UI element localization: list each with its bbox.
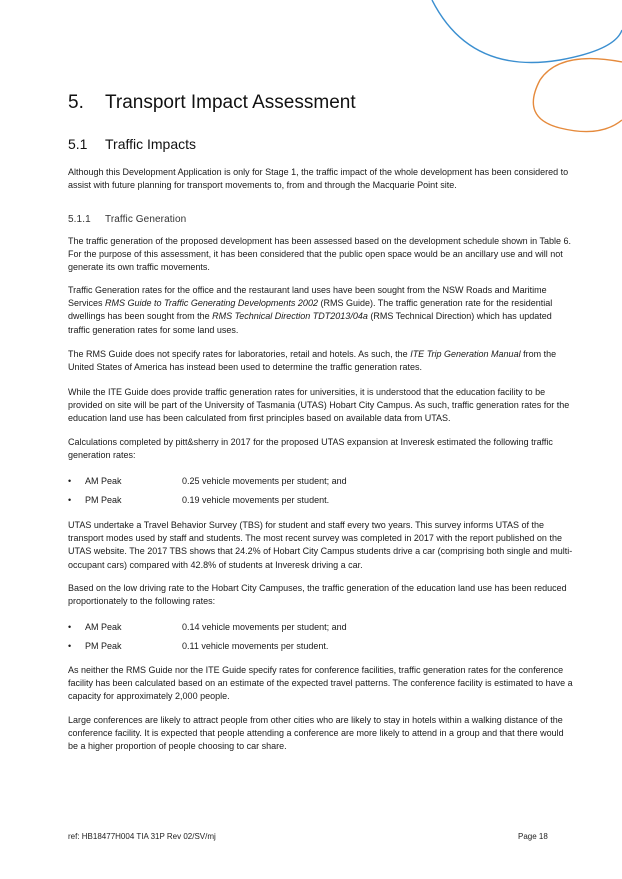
bullet-value: 0.11 vehicle movements per student. (182, 641, 329, 651)
heading-3 (68, 214, 186, 225)
heading-3-number: 5.1.1 (68, 214, 91, 225)
heading-1-number: 5. (68, 92, 84, 113)
rms-technical-direction-title: RMS Technical Direction TDT2013/04a (212, 311, 368, 322)
paragraph-2-text-e: (RMS Technical Direction) which has updated traffic generation rates for some land uses. (68, 311, 552, 335)
heading-2 (68, 136, 196, 152)
paragraph-2 (68, 284, 573, 337)
paragraph-7: Based on the low driving rate to the Hobart City Campuses, the traffic generation of the education land use has been reduced proportionately to the following rates: (68, 583, 567, 607)
paragraph-6: UTAS undertake a Travel Behavior Survey (TBS) for student and staff every two years. This survey informs UTAS of the transport modes used by staff and students. The most recent survey was completed in 2017 with the report published on the UTAS website. The 2017 TBS shows that 24.2% of Hobart City Campus students drive a car (comprising both single and multi-occupant cars) compared with 42.8% of students at Inveresk driving a car. (68, 520, 573, 570)
bullet-label: AM Peak (85, 622, 122, 632)
bullet-icon: • (68, 641, 72, 651)
page-number: Page 18 (518, 832, 548, 841)
bullet-icon: • (68, 476, 72, 486)
orange-arc (533, 59, 622, 132)
bullet-value: 0.25 vehicle movements per student; and (182, 476, 347, 486)
rms-guide-title: RMS Guide to Traffic Generating Developments 2002 (105, 298, 318, 309)
heading-3-title: Traffic Generation (105, 214, 187, 225)
heading-2-number: 5.1 (68, 136, 88, 152)
heading-2-title: Traffic Impacts (105, 136, 197, 152)
paragraph-3-text-c: from the United States of America has instead been used to determine the traffic generation rates. (68, 349, 557, 373)
bullet-label: PM Peak (85, 641, 122, 651)
bullet-icon: • (68, 622, 72, 632)
bullet-label: AM Peak (85, 476, 122, 486)
bullet-label: PM Peak (85, 495, 122, 505)
paragraph-2-text-a: Traffic Generation rates for the office and the restaurant land uses have been sought from the NSW Roads and Maritime Services (68, 285, 547, 309)
paragraph-1: The traffic generation of the proposed development has been assessed based on the development schedule shown in Table 6. For the purpose of this assessment, it has been considered that the public open space would be an ancillary use and will not generate its own traffic movements. (68, 236, 572, 273)
bullet-icon: • (68, 495, 72, 505)
paragraph-9: Large conferences are likely to attract people from other cities who are likely to stay in hotels within a walking distance of the conference facility. It is expected that people attending a conference are more likely to attend in a group and that there would be a higher proportion of people choosing to car share. (68, 715, 564, 752)
footer-reference: ref: HB18477H004 TIA 31P Rev 02/SV/mj (68, 832, 216, 841)
paragraph-2-text-c: (RMS Guide). The traffic generation rate for the residential dwellings has been sought from the (68, 298, 553, 322)
paragraph-3 (68, 348, 573, 374)
bullet-value: 0.19 vehicle movements per student. (182, 495, 330, 505)
paragraph-8: As neither the RMS Guide nor the ITE Guide specify rates for conference facilities, traffic generation rates for the conference facility has been calculated based on an estimate of the expected travel patterns. The conference facility is estimated to have a capacity for approximately 2,000 people. (68, 665, 573, 702)
paragraph-3-text-a: The RMS Guide does not specify rates for laboratories, retail and hotels. As such, the (68, 349, 411, 359)
paragraph-4: While the ITE Guide does provide traffic generation rates for universities, it is understood that the education facility to be provided on site will be part of the University of Tasmania (UTAS) Hobart City Campus. As such, traffic generation rates for the education land use has been calculated from first principles based on available data from UTAS. (68, 387, 570, 424)
heading-1-title: Transport Impact Assessment (105, 92, 356, 113)
blue-arc (432, 0, 622, 63)
paragraph-5: Calculations completed by pitt&sherry in 2017 for the proposed UTAS expansion at Inveresk estimated the following traffic generation rates: (68, 437, 553, 461)
ite-manual-title: ITE Trip Generation Manual (410, 349, 521, 359)
bullet-value: 0.14 vehicle movements per student; and (182, 622, 347, 632)
heading-1 (68, 92, 356, 114)
intro-paragraph: Although this Development Application is only for Stage 1, the traffic impact of the whole development has been considered to assist with future planning for transport movements to, from and through the Macquarie Point site. (68, 167, 569, 191)
